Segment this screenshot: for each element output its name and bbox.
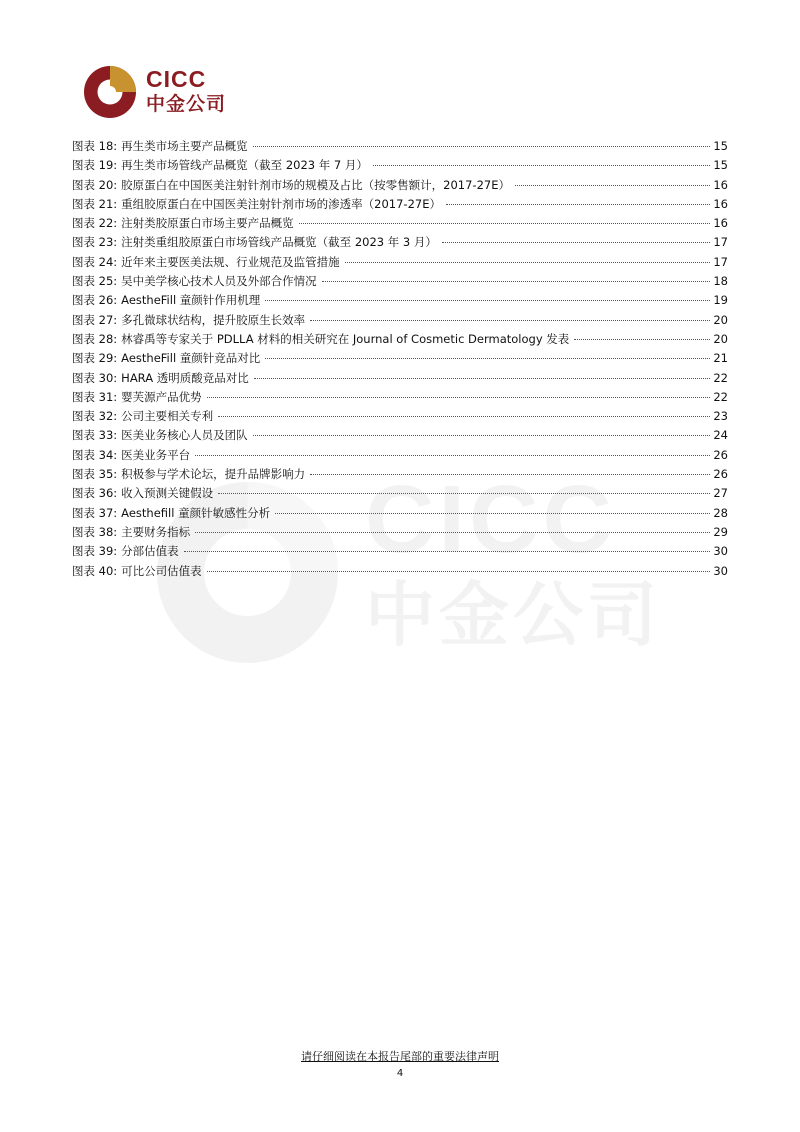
- toc-entry-title: 收入预测关键假设: [121, 486, 214, 501]
- toc-entry-label: 图表 28:: [72, 331, 118, 346]
- toc-dot-leader: [275, 513, 710, 514]
- toc-entry-page: 30: [713, 563, 728, 578]
- toc-entry[interactable]: [72, 542, 728, 561]
- toc-entry-page: 20: [713, 312, 728, 327]
- toc-entry-title: 主要财务指标: [121, 524, 191, 539]
- toc-dot-leader: [515, 185, 710, 186]
- toc-dot-leader: [574, 339, 710, 340]
- toc-dot-leader: [195, 455, 710, 456]
- toc-entry-title: 重组胶原蛋白在中国医美注射针剂市场的渗透率（2017-27E）: [121, 196, 441, 211]
- toc-entry[interactable]: [72, 523, 728, 542]
- toc-entry[interactable]: [72, 562, 728, 581]
- toc-dot-leader: [218, 416, 710, 417]
- toc-entry[interactable]: [72, 272, 728, 291]
- toc-entry-page: 24: [713, 428, 728, 443]
- toc-entry-title: 可比公司估值表: [121, 563, 202, 578]
- toc-dot-leader: [184, 551, 711, 552]
- toc-entry[interactable]: [72, 156, 728, 175]
- toc-entry[interactable]: [72, 407, 728, 426]
- toc-entry-page: 15: [713, 158, 728, 173]
- toc-dot-leader: [442, 242, 710, 243]
- toc-dot-leader: [373, 165, 710, 166]
- toc-entry-title: 分部估值表: [121, 544, 179, 559]
- toc-entry-title: 吴中美学核心技术人员及外部合作情况: [121, 274, 317, 289]
- toc-entry-title: 再生类市场管线产品概览（截至 2023 年 7 月）: [121, 158, 368, 173]
- toc-entry[interactable]: [72, 504, 728, 523]
- toc-dot-leader: [218, 493, 710, 494]
- toc-dot-leader: [265, 358, 710, 359]
- toc-entry-title: 医美业务平台: [121, 447, 191, 462]
- toc-dot-leader: [265, 300, 710, 301]
- toc-entry-label: 图表 22:: [72, 216, 118, 231]
- toc-entry[interactable]: [72, 311, 728, 330]
- footer: [0, 1048, 800, 1064]
- toc-entry[interactable]: [72, 233, 728, 252]
- toc-entry-title: 医美业务核心人员及团队: [121, 428, 248, 443]
- toc-entry-page: 15: [713, 139, 728, 153]
- toc-entry-title: 再生类市场主要产品概览: [121, 139, 248, 153]
- toc-entry-label: 图表 33:: [72, 428, 118, 443]
- toc-entry-label: 图表 20:: [72, 177, 118, 192]
- watermark-text-en: CICC: [365, 466, 616, 573]
- toc-entry[interactable]: [72, 291, 728, 310]
- toc-entry-page: 27: [713, 486, 728, 501]
- toc-entry-page: 16: [713, 216, 728, 231]
- toc-entry-page: 30: [713, 544, 728, 559]
- toc-entry-label: 图表 38:: [72, 524, 118, 539]
- toc-entry-page: 22: [713, 370, 728, 385]
- toc-dot-leader: [299, 223, 711, 224]
- toc-entry-title: AestheFill 童颜针作用机理: [121, 293, 261, 308]
- toc-entry-label: 图表 32:: [72, 409, 118, 424]
- toc-entry-page: 26: [713, 467, 728, 482]
- toc-entry[interactable]: [72, 137, 728, 156]
- toc-dot-leader: [195, 532, 710, 533]
- toc-entry-title: AestheFill 童颜针竞品对比: [121, 351, 261, 366]
- toc-dot-leader: [253, 435, 711, 436]
- toc-entry-title: 注射类胶原蛋白市场主要产品概览: [121, 216, 294, 231]
- toc-entry[interactable]: [72, 253, 728, 272]
- list-of-figures: [72, 137, 728, 581]
- toc-entry-title: 胶原蛋白在中国医美注射针剂市场的规模及占比（按零售额计，2017-27E）: [121, 177, 510, 192]
- watermark-text-cn: 中金公司: [365, 574, 661, 656]
- toc-entry-label: 图表 27:: [72, 312, 118, 327]
- toc-entry-title: 注射类重组胶原蛋白市场管线产品概览（截至 2023 年 3 月）: [121, 235, 437, 250]
- toc-dot-leader: [322, 281, 711, 282]
- toc-entry-title: 近年来主要医美法规、行业规范及监管措施: [121, 254, 340, 269]
- toc-dot-leader: [446, 204, 710, 205]
- toc-entry[interactable]: [72, 484, 728, 503]
- page-number: 4: [396, 1068, 404, 1079]
- toc-dot-leader: [207, 397, 711, 398]
- toc-entry-label: 图表 34:: [72, 447, 118, 462]
- toc-entry-label: 图表 39:: [72, 544, 118, 559]
- toc-entry-page: 20: [713, 331, 728, 346]
- toc-dot-leader: [253, 146, 711, 147]
- toc-entry-label: 图表 21:: [72, 196, 118, 211]
- toc-entry-title: HARA 透明质酸竞品对比: [121, 370, 249, 385]
- toc-entry-label: 图表 29:: [72, 351, 118, 366]
- toc-entry-label: 图表 30:: [72, 370, 118, 385]
- toc-entry-title: 积极参与学术论坛，提升品牌影响力: [121, 467, 306, 482]
- toc-entry[interactable]: [72, 388, 728, 407]
- toc-dot-leader: [345, 262, 711, 263]
- toc-entry-label: 图表 31:: [72, 389, 118, 404]
- toc-entry[interactable]: [72, 214, 728, 233]
- toc-entry-label: 图表 19:: [72, 158, 118, 173]
- toc-dot-leader: [310, 474, 710, 475]
- toc-entry-label: 图表 36:: [72, 486, 118, 501]
- toc-entry-page: 16: [713, 177, 728, 192]
- toc-entry-page: 19: [713, 293, 728, 308]
- toc-entry-label: 图表 35:: [72, 467, 118, 482]
- toc-entry[interactable]: [72, 176, 728, 195]
- toc-entry-page: 28: [713, 505, 728, 520]
- toc-entry-label: 图表 23:: [72, 235, 118, 250]
- toc-entry-label: 图表 26:: [72, 293, 118, 308]
- toc-dot-leader: [207, 571, 711, 572]
- toc-entry[interactable]: [72, 465, 728, 484]
- cicc-logo-mark-icon: [82, 64, 138, 120]
- toc-entry-title: 公司主要相关专利: [121, 409, 214, 424]
- toc-entry-page: 16: [713, 196, 728, 211]
- toc-entry[interactable]: [72, 330, 728, 349]
- toc-entry-page: 22: [713, 389, 728, 404]
- toc-entry-page: 18: [713, 274, 728, 289]
- logo-text-en: CICC: [146, 66, 207, 92]
- toc-entry-label: 图表 24:: [72, 254, 118, 269]
- toc-entry[interactable]: [72, 349, 728, 368]
- toc-entry-label: 图表 37:: [72, 505, 118, 520]
- toc-entry[interactable]: [72, 369, 728, 388]
- toc-entry-title: 林睿禹等专家关于 PDLLA 材料的相关研究在 Journal of Cosmetic Dermatology 发表: [121, 331, 570, 346]
- toc-entry-page: 23: [713, 409, 728, 424]
- toc-entry-page: 21: [713, 351, 728, 366]
- toc-entry[interactable]: [72, 195, 728, 214]
- toc-dot-leader: [310, 320, 710, 321]
- toc-entry[interactable]: [72, 446, 728, 465]
- toc-entry-title: 婴芙源产品优势: [121, 389, 202, 404]
- toc-dot-leader: [254, 378, 711, 379]
- toc-entry-label: 图表 18:: [72, 139, 118, 153]
- logo-text-cn: 中金公司: [146, 93, 227, 115]
- toc-entry-page: 17: [713, 235, 728, 250]
- toc-entry-label: 图表 40:: [72, 563, 118, 578]
- toc-entry-title: 多孔微球状结构，提升胶原生长效率: [121, 312, 306, 327]
- toc-entry-page: 26: [713, 447, 728, 462]
- toc-entry-label: 图表 25:: [72, 274, 118, 289]
- toc-entry-page: 17: [713, 254, 728, 269]
- toc-entry-title: Aesthefill 童颜针敏感性分析: [121, 505, 271, 520]
- cicc-logo: [82, 64, 242, 120]
- toc-entry[interactable]: [72, 426, 728, 445]
- legal-notice-link[interactable]: 请仔细阅读在本报告尾部的重要法律声明: [301, 1050, 499, 1063]
- toc-entry-page: 29: [713, 524, 728, 539]
